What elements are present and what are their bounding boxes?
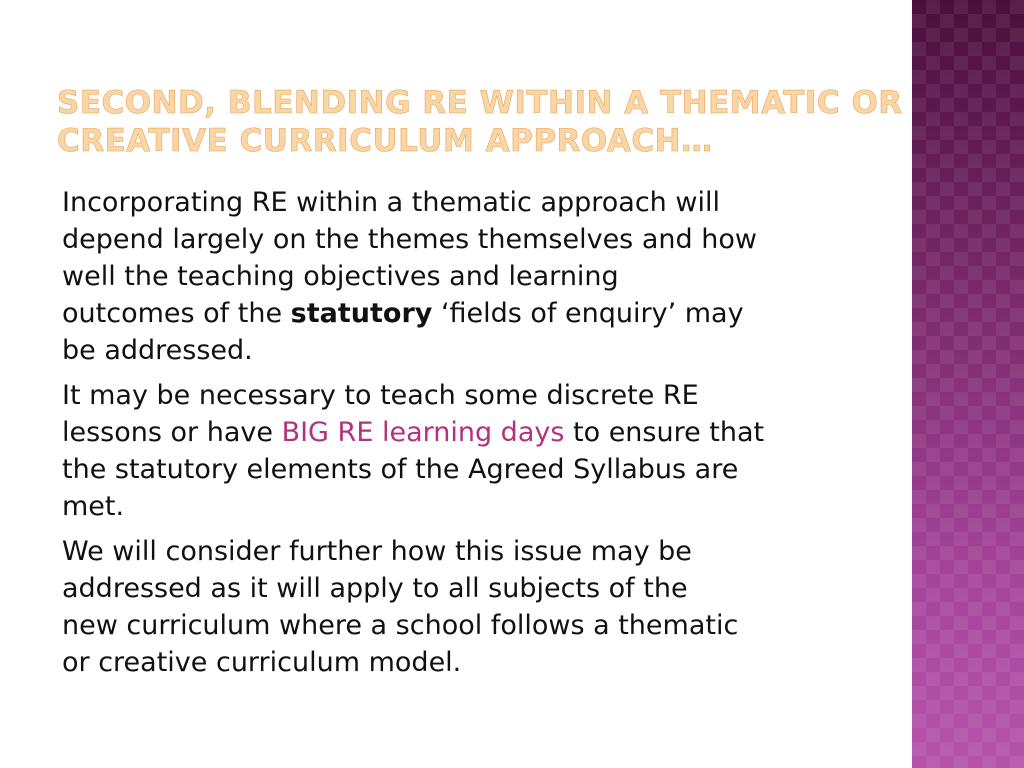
body-line: new curriculum where a school follows a thematic: [62, 610, 739, 641]
body-line: or creative curriculum model.: [62, 647, 462, 678]
body-line: the statutory elements of the Agreed Syllabus are: [62, 454, 739, 485]
body-line: depend largely on the themes themselves and how: [62, 224, 757, 255]
body-text: ‘fields of enquiry’ may: [432, 298, 744, 329]
paragraph-1: [62, 184, 862, 369]
body-text: outcomes of the: [62, 298, 291, 329]
body-line: Incorporating RE within a thematic approach will: [62, 187, 720, 218]
title-line-1: SECOND, BLENDING RE WITHIN A THEMATIC OR: [57, 85, 903, 121]
body-line: addressed as it will apply to all subjects of the: [62, 573, 688, 604]
body-line: well the teaching objectives and learning: [62, 261, 619, 292]
body-line: met.: [62, 491, 125, 522]
title-line-2: CREATIVE CURRICULUM APPROACH…: [57, 123, 713, 159]
paragraph-3: [62, 533, 862, 681]
slide-body: [62, 184, 862, 689]
body-line: It may be necessary to teach some discrete RE: [62, 380, 699, 411]
body-line: We will consider further how this issue may be: [62, 536, 692, 567]
emphasis-statutory: statutory: [290, 298, 433, 329]
decorative-side-panel: [912, 0, 1024, 768]
paragraph-2: [62, 377, 862, 525]
body-line: [62, 414, 862, 451]
big-re-learning-days-link[interactable]: BIG RE learning days: [281, 417, 565, 448]
slide-title: [57, 84, 903, 160]
body-line: be addressed.: [62, 335, 253, 366]
body-line: [62, 295, 862, 332]
body-text: to ensure that: [564, 417, 765, 448]
body-text: lessons or have: [62, 417, 282, 448]
